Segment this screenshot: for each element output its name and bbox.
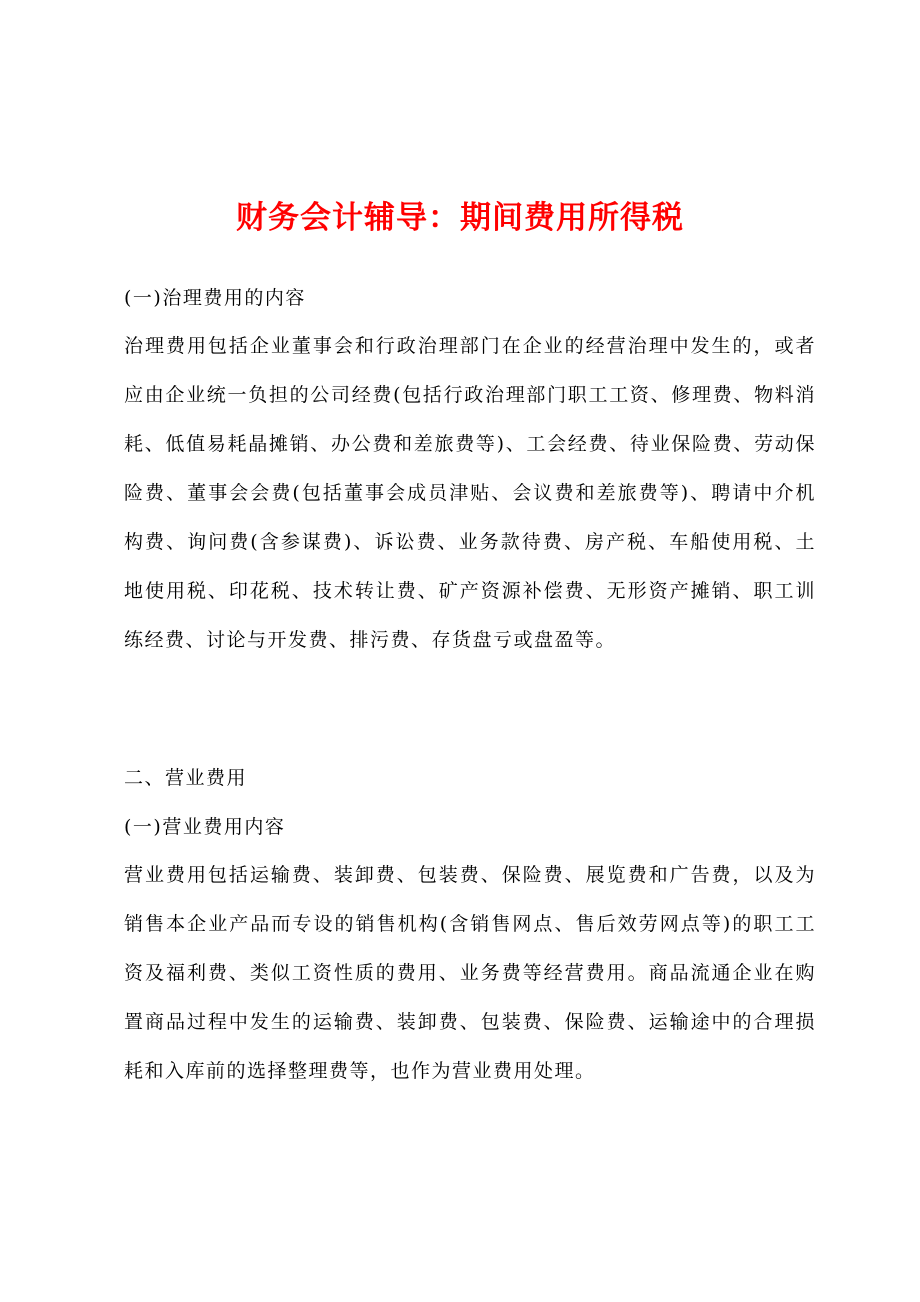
section1-sub-heading: (一)治理费用的内容 (124, 287, 306, 309)
section2-heading: 二、营业费用 (124, 767, 248, 789)
section2-body: 营业费用包括运输费、装卸费、包装费、保险费、展览费和广告费，以及为销售本企业产品而专设的销售机构(含销售网点、售后效劳网点等)的职工工资及福利费、类似工资性质的费用、业务费等经营费用。商品流通企业在购置商品过程中发生的运输费、装卸费、包装费、保险费、运输途中的合理损耗和入库前的选择整理费等，也作为营业费用处理。 (124, 864, 816, 1082)
section2-sub-heading: (一)营业费用内容 (124, 816, 286, 838)
document-title: 财务会计辅导：期间费用所得税 (236, 200, 684, 236)
section1-body: 治理费用包括企业董事会和行政治理部门在企业的经营治理中发生的，或者应由企业统一负担的公司经费(包括行政治理部门职工工资、修理费、物料消耗、低值易耗晶摊销、办公费和差旅费等)、工会经费、待业保险费、劳动保险费、董事会会费(包括董事会成员津贴、会议费和差旅费等)、聘请中介机构费、询问费(含参谋费)、诉讼费、业务款待费、房产税、车船使用税、土地使用税、印花税、技术转让费、矿产资源补偿费、无形资产摊销、职工训练经费、讨论与开发费、排污费、存货盘亏或盘盈等。 (124, 335, 816, 651)
